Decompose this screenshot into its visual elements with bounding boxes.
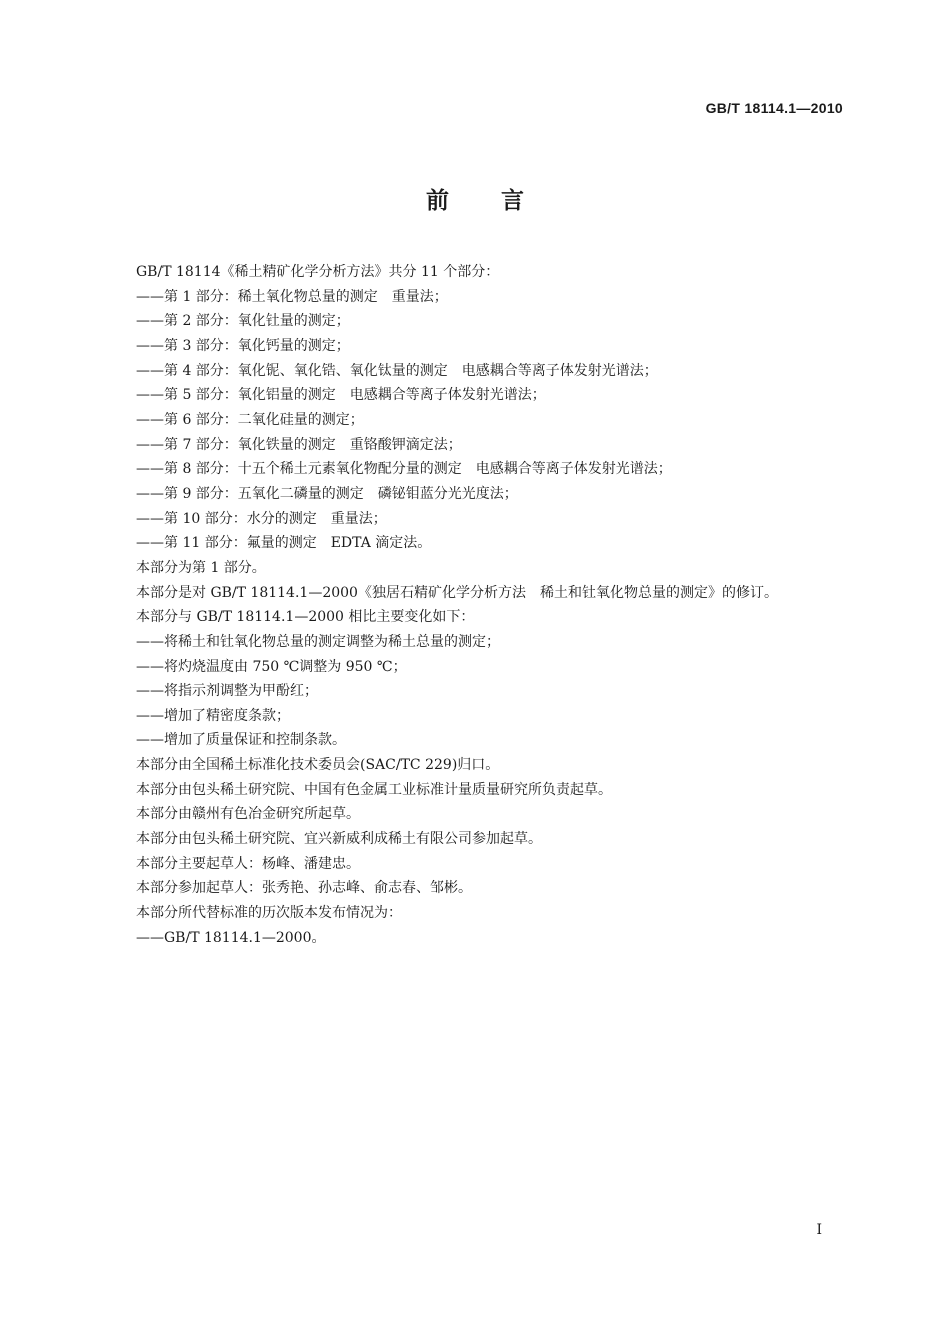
list-item-part-2: ——第 2 部分：氧化钍量的测定； xyxy=(136,313,350,330)
paragraph-committee: 本部分由全国稀土标准化技术委员会(SAC/TC 229)归口。 xyxy=(136,757,500,774)
list-item-change-2: ——将灼烧温度由 750 ℃调整为 950 ℃； xyxy=(136,658,407,675)
paragraph-main-authors: 本部分主要起草人：杨峰、潘建忠。 xyxy=(136,855,360,872)
list-item-change-1: ——将稀土和钍氧化物总量的测定调整为稀土总量的测定； xyxy=(136,633,500,650)
list-item-part-8: ——第 8 部分：十五个稀土元素氧化物配分量的测定 电感耦合等离子体发射光谱法； xyxy=(136,461,672,478)
foreword-body xyxy=(108,260,844,950)
list-item-change-4: ——增加了精密度条款； xyxy=(136,707,290,724)
list-item-change-3: ——将指示剂调整为甲酚红； xyxy=(136,683,318,700)
list-item-part-7: ——第 7 部分：氧化铁量的测定 重铬酸钾滴定法； xyxy=(136,436,462,453)
paragraph-revision: 本部分是对 GB/T 18114.1—2000《独居石精矿化学分析方法 稀土和钍氧化物总量的测定》的修订。 xyxy=(136,584,778,601)
paragraph-part-statement: 本部分为第 1 部分。 xyxy=(136,559,266,576)
list-item-part-11: ——第 11 部分：氟量的测定 EDTA 滴定法。 xyxy=(136,535,432,552)
paragraph-drafter: 本部分由赣州有色冶金研究所起草。 xyxy=(136,806,360,823)
paragraph-participating-authors: 本部分参加起草人：张秀艳、孙志峰、俞志春、邹彬。 xyxy=(136,880,472,897)
list-item-part-5: ——第 5 部分：氧化铝量的测定 电感耦合等离子体发射光谱法； xyxy=(136,387,546,404)
list-item-part-6: ——第 6 部分：二氧化硅量的测定； xyxy=(136,411,364,428)
list-item-part-4: ——第 4 部分：氧化铌、氧化锆、氧化钛量的测定 电感耦合等离子体发射光谱法； xyxy=(136,362,658,379)
list-item-part-10: ——第 10 部分：水分的测定 重量法； xyxy=(136,510,387,527)
page-number: I xyxy=(816,1222,822,1238)
paragraph-lead-drafter: 本部分由包头稀土研究院、中国有色金属工业标准计量质量研究所负责起草。 xyxy=(136,781,612,798)
paragraph-changes-intro: 本部分与 GB/T 18114.1—2000 相比主要变化如下： xyxy=(136,609,475,626)
standard-code: GB/T 18114.1—2010 xyxy=(705,100,843,116)
paragraph-history-intro: 本部分所代替标准的历次版本发布情况为： xyxy=(136,905,402,922)
list-item-part-3: ——第 3 部分：氧化钙量的测定； xyxy=(136,337,350,354)
list-item-change-5: ——增加了质量保证和控制条款。 xyxy=(136,732,346,749)
list-item-part-1: ——第 1 部分：稀土氧化物总量的测定 重量法； xyxy=(136,288,448,305)
list-item-history: ——GB/T 18114.1—2000。 xyxy=(136,929,326,946)
paragraph-participating-drafters: 本部分由包头稀土研究院、宜兴新威利成稀土有限公司参加起草。 xyxy=(136,831,542,848)
paragraph-intro: GB/T 18114《稀土精矿化学分析方法》共分 11 个部分： xyxy=(136,264,500,280)
page-title: 前言 xyxy=(426,188,576,214)
list-item-part-9: ——第 9 部分：五氧化二磷量的测定 磷铋钼蓝分光光度法； xyxy=(136,485,518,502)
